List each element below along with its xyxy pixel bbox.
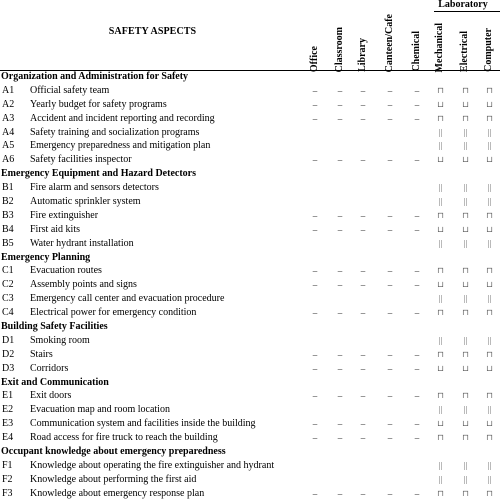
row-mark: – [312, 433, 318, 444]
row-description: Official safety team [30, 84, 110, 96]
row-mark: – [337, 210, 343, 221]
row-mark: ⊔ [437, 419, 443, 429]
section-row [0, 168, 500, 182]
row-mark [333, 404, 347, 418]
column-header: Chemical [411, 31, 422, 72]
row-mark [308, 335, 322, 349]
row-mark [308, 293, 322, 307]
row-mark: – [337, 349, 343, 360]
table-row [0, 238, 500, 252]
row-mark: ⊔ [462, 224, 468, 234]
row-description: Stairs [30, 348, 53, 360]
row-mark: | | [487, 460, 491, 470]
row-mark: – [387, 155, 393, 166]
row-mark: – [360, 280, 366, 291]
row-mark: | | [463, 460, 467, 470]
table-row [0, 85, 500, 99]
row-mark: | | [438, 460, 442, 470]
row-mark: | | [487, 141, 491, 151]
row-mark [383, 404, 397, 418]
row-mark: | | [463, 183, 467, 193]
row-mark: – [312, 488, 318, 499]
row-mark: | | [487, 183, 491, 193]
column-header: Library [357, 38, 368, 72]
row-mark: | | [438, 405, 442, 415]
row-description: Water hydrant installation [30, 237, 134, 249]
row-mark [356, 140, 370, 154]
row-mark: – [360, 99, 366, 110]
row-mark: – [387, 210, 393, 221]
row-mark: – [414, 391, 420, 402]
section-title: Organization and Administration for Safety [1, 71, 189, 82]
row-mark: ⊔ [486, 224, 492, 234]
row-mark: – [360, 308, 366, 319]
section-row [0, 71, 500, 85]
row-code: C2 [2, 279, 14, 291]
row-code: A5 [2, 140, 15, 152]
table-header [0, 0, 500, 76]
row-mark: – [312, 419, 318, 430]
row-description: Emergency preparedness and mitigation plan [30, 140, 211, 152]
row-mark [383, 335, 397, 349]
row-mark: ⊓ [486, 210, 492, 220]
table-row [0, 113, 500, 127]
row-mark: ⊓ [437, 113, 443, 123]
row-mark [410, 404, 424, 418]
row-code: E1 [2, 390, 14, 402]
row-mark: – [312, 85, 318, 96]
row-mark: – [360, 155, 366, 166]
table-row [0, 99, 500, 113]
row-code: B5 [2, 237, 14, 249]
row-mark: | | [438, 141, 442, 151]
row-mark [308, 474, 322, 488]
row-mark: ⊓ [462, 488, 468, 498]
table-row [0, 196, 500, 210]
row-mark: | | [463, 197, 467, 207]
row-code: D2 [2, 348, 15, 360]
section-title: Building Safety Facilities [1, 321, 108, 333]
section-row [0, 252, 500, 266]
row-mark [333, 182, 347, 196]
row-mark [333, 238, 347, 252]
row-mark: ⊓ [437, 433, 443, 443]
row-mark: – [387, 363, 393, 374]
row-code: C4 [2, 307, 14, 319]
row-mark [383, 182, 397, 196]
row-mark [308, 140, 322, 154]
row-description: Safety facilities inspector [30, 154, 132, 166]
row-mark: ⊓ [486, 85, 492, 95]
row-mark: – [360, 224, 366, 235]
row-mark: | | [487, 405, 491, 415]
row-mark [356, 293, 370, 307]
row-mark [308, 238, 322, 252]
row-mark: ⊓ [462, 349, 468, 359]
row-mark: ⊓ [437, 210, 443, 220]
row-mark: ⊓ [437, 349, 443, 359]
column-header: Canteen/Cafe [384, 13, 395, 72]
table-row [0, 154, 500, 168]
row-mark: | | [487, 197, 491, 207]
row-mark: – [312, 280, 318, 291]
row-mark: – [337, 224, 343, 235]
row-mark [410, 196, 424, 210]
row-description: Corridors [30, 362, 69, 374]
row-mark [383, 238, 397, 252]
section-title: Exit and Communication [1, 376, 109, 388]
row-mark: – [360, 349, 366, 360]
row-mark: – [387, 488, 393, 499]
row-mark: ⊓ [437, 308, 443, 318]
row-mark: | | [487, 294, 491, 304]
row-mark [308, 127, 322, 141]
row-mark: – [337, 85, 343, 96]
row-code: A1 [2, 84, 15, 96]
row-description: Automatic sprinkler system [30, 196, 141, 208]
table-row [0, 349, 500, 363]
row-mark: | | [438, 335, 442, 345]
row-mark [410, 460, 424, 474]
row-mark [356, 474, 370, 488]
row-mark: ⊓ [486, 308, 492, 318]
row-mark: ⊓ [437, 488, 443, 498]
section-row [0, 446, 500, 460]
row-mark: | | [463, 141, 467, 151]
row-mark: – [337, 488, 343, 499]
row-mark: | | [463, 405, 467, 415]
row-mark: ⊓ [462, 85, 468, 95]
row-mark [410, 474, 424, 488]
row-mark: | | [463, 238, 467, 248]
row-mark: – [360, 488, 366, 499]
row-mark: – [414, 113, 420, 124]
row-mark: – [337, 113, 343, 124]
row-mark: | | [438, 294, 442, 304]
row-mark [356, 238, 370, 252]
row-mark [410, 140, 424, 154]
row-mark: – [387, 99, 393, 110]
row-mark [333, 127, 347, 141]
row-mark: – [387, 349, 393, 360]
row-mark: – [337, 308, 343, 319]
row-mark: | | [438, 183, 442, 193]
row-code: B2 [2, 196, 14, 208]
table-row [0, 418, 500, 432]
row-mark [308, 404, 322, 418]
row-mark: ⊔ [462, 419, 468, 429]
row-mark [410, 182, 424, 196]
row-code: C1 [2, 265, 14, 277]
row-mark: ⊔ [462, 99, 468, 109]
table-row [0, 335, 500, 349]
row-mark: ⊓ [437, 85, 443, 95]
row-mark: ⊔ [462, 280, 468, 290]
row-mark: – [312, 349, 318, 360]
row-description: Fire alarm and sensors detectors [30, 182, 159, 194]
row-mark: – [312, 99, 318, 110]
row-mark: – [360, 266, 366, 277]
row-description: Emergency call center and evacuation procedure [30, 293, 225, 305]
table-row [0, 279, 500, 293]
row-mark [356, 182, 370, 196]
row-mark: | | [438, 474, 442, 484]
row-code: F2 [2, 473, 13, 485]
row-mark: – [414, 433, 420, 444]
row-mark: – [387, 113, 393, 124]
row-mark: – [312, 113, 318, 124]
column-header: Classroom [334, 26, 345, 72]
row-mark: ⊓ [486, 433, 492, 443]
row-code: D1 [2, 334, 15, 346]
table-row [0, 474, 500, 488]
row-mark: ⊓ [437, 266, 443, 276]
row-mark: ⊔ [486, 280, 492, 290]
table-row [0, 182, 500, 196]
row-mark: – [387, 391, 393, 402]
row-mark: – [387, 433, 393, 444]
section-title: Emergency Planning [1, 251, 91, 263]
row-mark: – [360, 419, 366, 430]
row-description: Electrical power for emergency condition [30, 307, 197, 319]
row-mark: ⊓ [462, 210, 468, 220]
row-mark: – [337, 419, 343, 430]
row-mark: ⊔ [486, 99, 492, 109]
row-mark: – [387, 266, 393, 277]
row-mark: – [312, 210, 318, 221]
row-code: C3 [2, 293, 14, 305]
row-mark: – [360, 391, 366, 402]
row-mark: – [312, 266, 318, 277]
row-mark: – [414, 419, 420, 430]
row-mark: – [312, 308, 318, 319]
row-mark: – [360, 433, 366, 444]
row-mark: – [337, 99, 343, 110]
row-mark [410, 127, 424, 141]
row-mark: – [337, 266, 343, 277]
row-mark: – [387, 280, 393, 291]
row-mark: | | [438, 197, 442, 207]
row-code: D3 [2, 362, 15, 374]
row-mark: – [414, 85, 420, 96]
row-code: B4 [2, 223, 14, 235]
row-code: F3 [2, 487, 13, 499]
row-mark: ⊓ [486, 113, 492, 123]
row-mark [333, 140, 347, 154]
table-body [0, 71, 500, 502]
row-mark: – [360, 363, 366, 374]
row-mark [333, 335, 347, 349]
section-title: Emergency Equipment and Hazard Detectors [1, 168, 196, 180]
row-description: Safety training and socialization programs [30, 126, 200, 138]
table-row [0, 265, 500, 279]
column-header: Office [309, 45, 320, 72]
row-mark [383, 127, 397, 141]
row-code: E2 [2, 404, 14, 416]
row-mark: – [387, 85, 393, 96]
row-mark: ⊓ [486, 349, 492, 359]
row-mark: – [414, 280, 420, 291]
row-description: Assembly points and signs [30, 279, 137, 291]
row-mark [333, 293, 347, 307]
row-mark: | | [487, 474, 491, 484]
row-description: Evacuation map and room location [30, 404, 170, 416]
row-mark: – [337, 155, 343, 166]
row-code: B1 [2, 182, 14, 194]
row-mark: – [387, 308, 393, 319]
row-code: A2 [2, 98, 15, 110]
row-mark: ⊓ [462, 433, 468, 443]
row-mark: – [387, 224, 393, 235]
table-row [0, 307, 500, 321]
row-mark: – [414, 308, 420, 319]
row-mark: | | [463, 127, 467, 137]
row-mark: – [387, 419, 393, 430]
row-mark: – [312, 363, 318, 374]
row-description: Knowledge about operating the fire extinguisher and hydrant [30, 459, 275, 471]
row-description: Accident and incident reporting and recording [30, 112, 215, 124]
row-description: Knowledge about emergency response plan [30, 487, 205, 499]
table-row [0, 404, 500, 418]
row-mark: ⊓ [437, 391, 443, 401]
section-row [0, 321, 500, 335]
row-mark [410, 293, 424, 307]
row-mark: – [414, 363, 420, 374]
row-description: Fire extinguisher [30, 209, 99, 221]
table-row [0, 224, 500, 238]
row-mark: ⊓ [462, 308, 468, 318]
row-mark [383, 474, 397, 488]
row-mark: – [337, 363, 343, 374]
row-mark: ⊓ [462, 266, 468, 276]
row-code: A3 [2, 112, 15, 124]
row-description: First aid kits [30, 223, 81, 235]
row-mark [356, 127, 370, 141]
row-mark: ⊔ [486, 363, 492, 373]
table-row [0, 460, 500, 474]
row-code: E4 [2, 432, 14, 444]
row-mark: – [337, 391, 343, 402]
row-mark [383, 196, 397, 210]
laboratory-group-rule [434, 11, 500, 12]
column-header: Mechanical [434, 22, 445, 72]
row-mark [333, 460, 347, 474]
row-mark: | | [463, 335, 467, 345]
row-mark: | | [487, 127, 491, 137]
row-mark [383, 293, 397, 307]
row-mark: | | [463, 474, 467, 484]
row-mark [333, 196, 347, 210]
row-mark: | | [487, 238, 491, 248]
table-row [0, 127, 500, 141]
row-mark: – [414, 266, 420, 277]
section-title: Occupant knowledge about emergency preparedness [1, 446, 226, 458]
row-code: B3 [2, 209, 14, 221]
row-mark: ⊔ [486, 419, 492, 429]
row-mark [356, 335, 370, 349]
table-row [0, 363, 500, 377]
row-mark: ⊓ [486, 266, 492, 276]
table-row [0, 293, 500, 307]
row-description: Yearly budget for safety programs [30, 98, 167, 110]
row-mark: ⊓ [462, 113, 468, 123]
row-code: A6 [2, 154, 15, 166]
row-mark [383, 460, 397, 474]
row-mark: ⊔ [437, 224, 443, 234]
row-code: E3 [2, 418, 14, 430]
row-mark: – [337, 280, 343, 291]
row-mark: – [360, 85, 366, 96]
column-header: Electrical [459, 30, 470, 72]
row-mark [356, 196, 370, 210]
row-mark: – [414, 349, 420, 360]
row-mark: – [414, 155, 420, 166]
row-mark: – [312, 391, 318, 402]
row-mark: – [414, 488, 420, 499]
row-code: F1 [2, 459, 13, 471]
row-mark: | | [487, 335, 491, 345]
row-mark [308, 460, 322, 474]
table-row [0, 390, 500, 404]
row-mark: ⊔ [437, 363, 443, 373]
row-mark [383, 140, 397, 154]
table-row [0, 432, 500, 446]
row-mark: | | [438, 127, 442, 137]
row-mark: – [360, 113, 366, 124]
row-mark: ⊔ [437, 155, 443, 165]
column-header: Computer [483, 28, 494, 72]
laboratory-group-heading: Laboratory [438, 0, 488, 10]
row-mark: | | [438, 238, 442, 248]
row-mark: ⊔ [462, 155, 468, 165]
row-mark: – [360, 210, 366, 221]
row-mark: – [312, 224, 318, 235]
row-description: Smoking room [30, 334, 90, 346]
table-row [0, 140, 500, 154]
row-mark [308, 182, 322, 196]
section-row [0, 377, 500, 391]
row-mark: ⊔ [462, 363, 468, 373]
row-description: Exit doors [30, 390, 72, 402]
row-description: Road access for fire truck to reach the building [30, 432, 218, 444]
row-description: Knowledge about performing the first aid [30, 473, 197, 485]
row-mark: ⊔ [437, 99, 443, 109]
row-mark: ⊔ [437, 280, 443, 290]
table-row [0, 210, 500, 224]
row-mark [333, 474, 347, 488]
row-mark [308, 196, 322, 210]
row-description: Communication system and facilities inside the building [30, 418, 256, 430]
row-mark: ⊓ [462, 391, 468, 401]
row-mark [356, 404, 370, 418]
row-mark: ⊓ [486, 391, 492, 401]
row-mark: ⊓ [486, 488, 492, 498]
row-mark: – [312, 155, 318, 166]
row-mark [410, 335, 424, 349]
row-mark: – [414, 224, 420, 235]
row-code: A4 [2, 126, 15, 138]
row-description: Evacuation routes [30, 265, 102, 277]
safety-aspects-heading: SAFETY ASPECTS [108, 26, 197, 37]
row-mark: – [337, 433, 343, 444]
row-mark [410, 238, 424, 252]
row-mark: ⊔ [486, 155, 492, 165]
row-mark: – [414, 210, 420, 221]
row-mark [356, 460, 370, 474]
row-mark: | | [463, 294, 467, 304]
row-mark: – [414, 99, 420, 110]
